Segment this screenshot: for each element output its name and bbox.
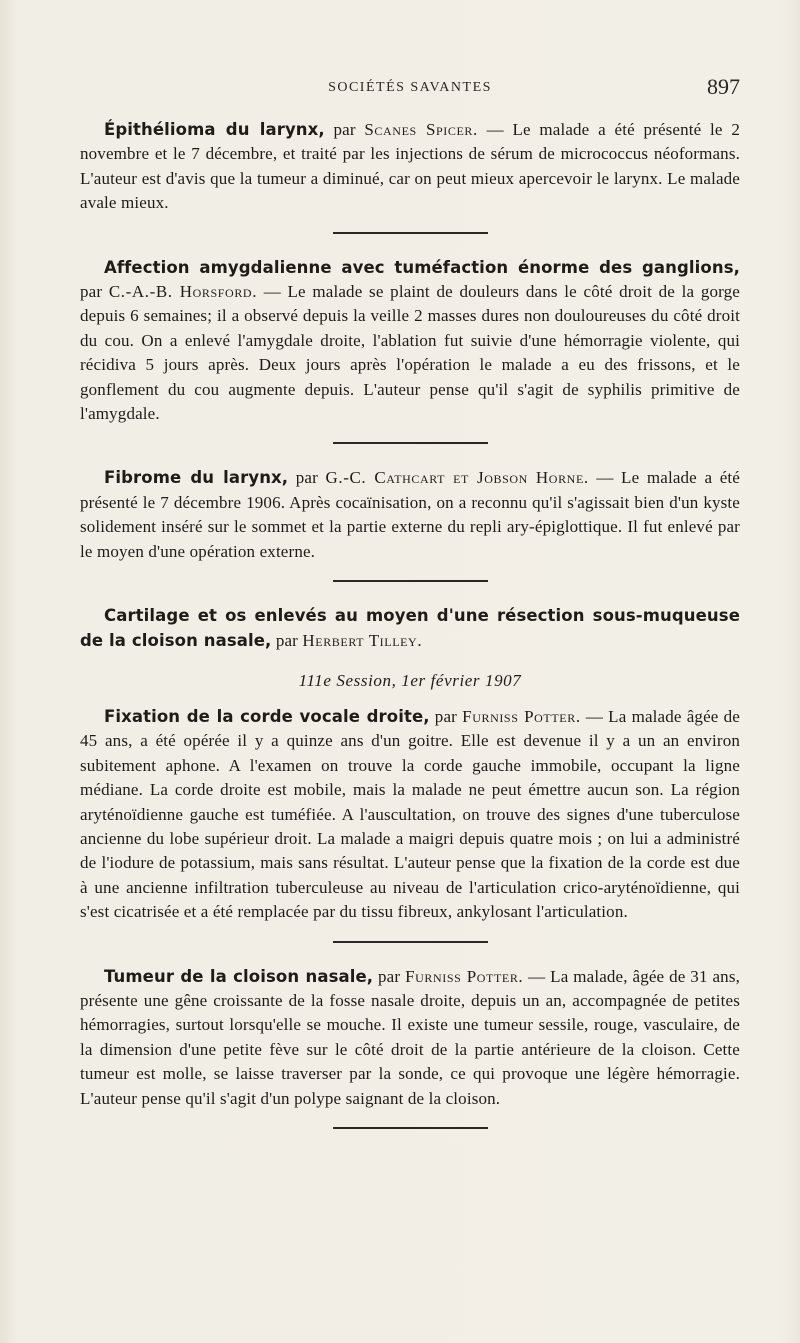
entry-affection-amygdalienne [80,256,740,427]
entry-author: C.-A.-B. Horsford. [108,282,258,302]
entry-title: Tumeur de la cloison nasale, [104,966,374,986]
entry-by: par [80,282,109,302]
entry-by: par [324,120,365,139]
entry-by: par [271,630,303,650]
entry-fixation-corde-vocale [80,705,740,925]
entry-title: Affection amygdalienne avec tuméfaction énorme des ganglions, [104,257,740,277]
section-divider [333,1127,488,1129]
entry-text: — Le malade a été présenté le 7 décembre 1906. Après cocaïnisation, on a reconnu qu'il s'agissait bien d'un kyste solidement inséré sur le sommet et la partie externe du repli ary-épiglottique. Il fut enlevé par le moyen d'une opération externe. [80,468,740,561]
entry-author: Herbert Tilley. [302,630,423,650]
entry-text: — La malade, âgée de 31 ans, présente une gêne croissante de la fosse nasale droite, depuis un an, accompagnée de petites hémorragies, surtout lorsqu'elle se mouche. Il existe une tumeur sessile, rouge, vasculaire, de la dimension d'une petite fève sur le côté droit de la partie antérieure de la cloison. Cette tumeur est molle, se laisse traverser par la sonde, ce qui provoque une légère hémorragie. L'auteur pense qu'il s'agit d'un polype saignant de la cloison. [80,966,740,1108]
entry-by: par [288,468,326,488]
section-divider [333,941,488,943]
entry-text: — La malade âgée de 45 ans, a été opérée il y a quinze ans d'un goitre. Elle est devenue il y a un an environ subitement aphone. A l'examen on trouve la corde gauche immobile, occupant la ligne médiane. La corde droite est mobile, mais la malade ne peut émettre aucun son. La région aryténoïdienne gauche est tuméfiée. A l'auscultation, on trouve des signes d'une tuberculose ancienne du lobe supérieur droit. La malade a maigri depuis quatre mois ; on lui a administré de l'iodure de potassium, mais sans résultat. L'auteur pense que la fixation de la corde est due à une ancienne infiltration tuberculeuse au niveau de l'articulation crico-aryténoïdienne, qui s'est cicatrisée et a été remplacée par du tissu fibreux, ankylosant l'articulation. [80,706,740,922]
entry-author: Furniss Potter. [405,966,524,986]
entry-by: par [373,966,406,986]
entry-title: Cartilage et os enlevés au moyen d'une résection sous-muqueuse de la cloison nasale, [80,606,740,650]
section-divider [333,442,488,444]
entry-author: G.-C. Cathcart et Jobson Horne. [325,468,589,488]
entry-title: Épithélioma du larynx, [104,120,325,139]
entry-title: Fixation de la corde vocale droite, [104,706,430,726]
running-head: SOCIÉTÉS SAVANTES [328,80,492,95]
entry-fibrome-larynx [80,466,740,564]
entry-author: Scanes Spicer. [364,120,478,139]
session-heading: 111e Session, 1er février 1907 [298,670,522,690]
section-divider [333,580,488,582]
entry-epithelioma-larynx [80,118,740,216]
entry-text: — Le malade se plaint de douleurs dans le côté droit de la gorge depuis 6 semaines; il a observé depuis la veille 2 masses dures non douloureuses du côté droit du cou. On a enlevé l'amygdale droite, l'ablation fut suivie d'une hémorragie violente, qui récidiva 5 jours après. Deux jours après l'opération le malade a eu des frissons, et le gonflement du cou augmente depuis. L'auteur pense qu'il s'agit de syphilis primitive de l'amygdale. [80,282,740,424]
page-content [80,118,740,1151]
section-divider [333,232,488,234]
entry-by: par [429,706,463,726]
entry-author: Furniss Potter. [462,706,581,726]
page-header [80,74,740,104]
entry-cartilage-cloison [80,604,740,653]
page-number: 897 [707,74,740,99]
entry-tumeur-cloison [80,965,740,1111]
entry-text: — Le malade a été présenté le 2 novembre et le 7 décembre, et traité par les injections de sérum de micrococcus néoformans. L'auteur est d'avis que la tumeur a diminué, car on peut mieux apercevoir le larynx. Le malade avale mieux. [80,120,740,213]
entry-title: Fibrome du larynx, [104,468,289,488]
